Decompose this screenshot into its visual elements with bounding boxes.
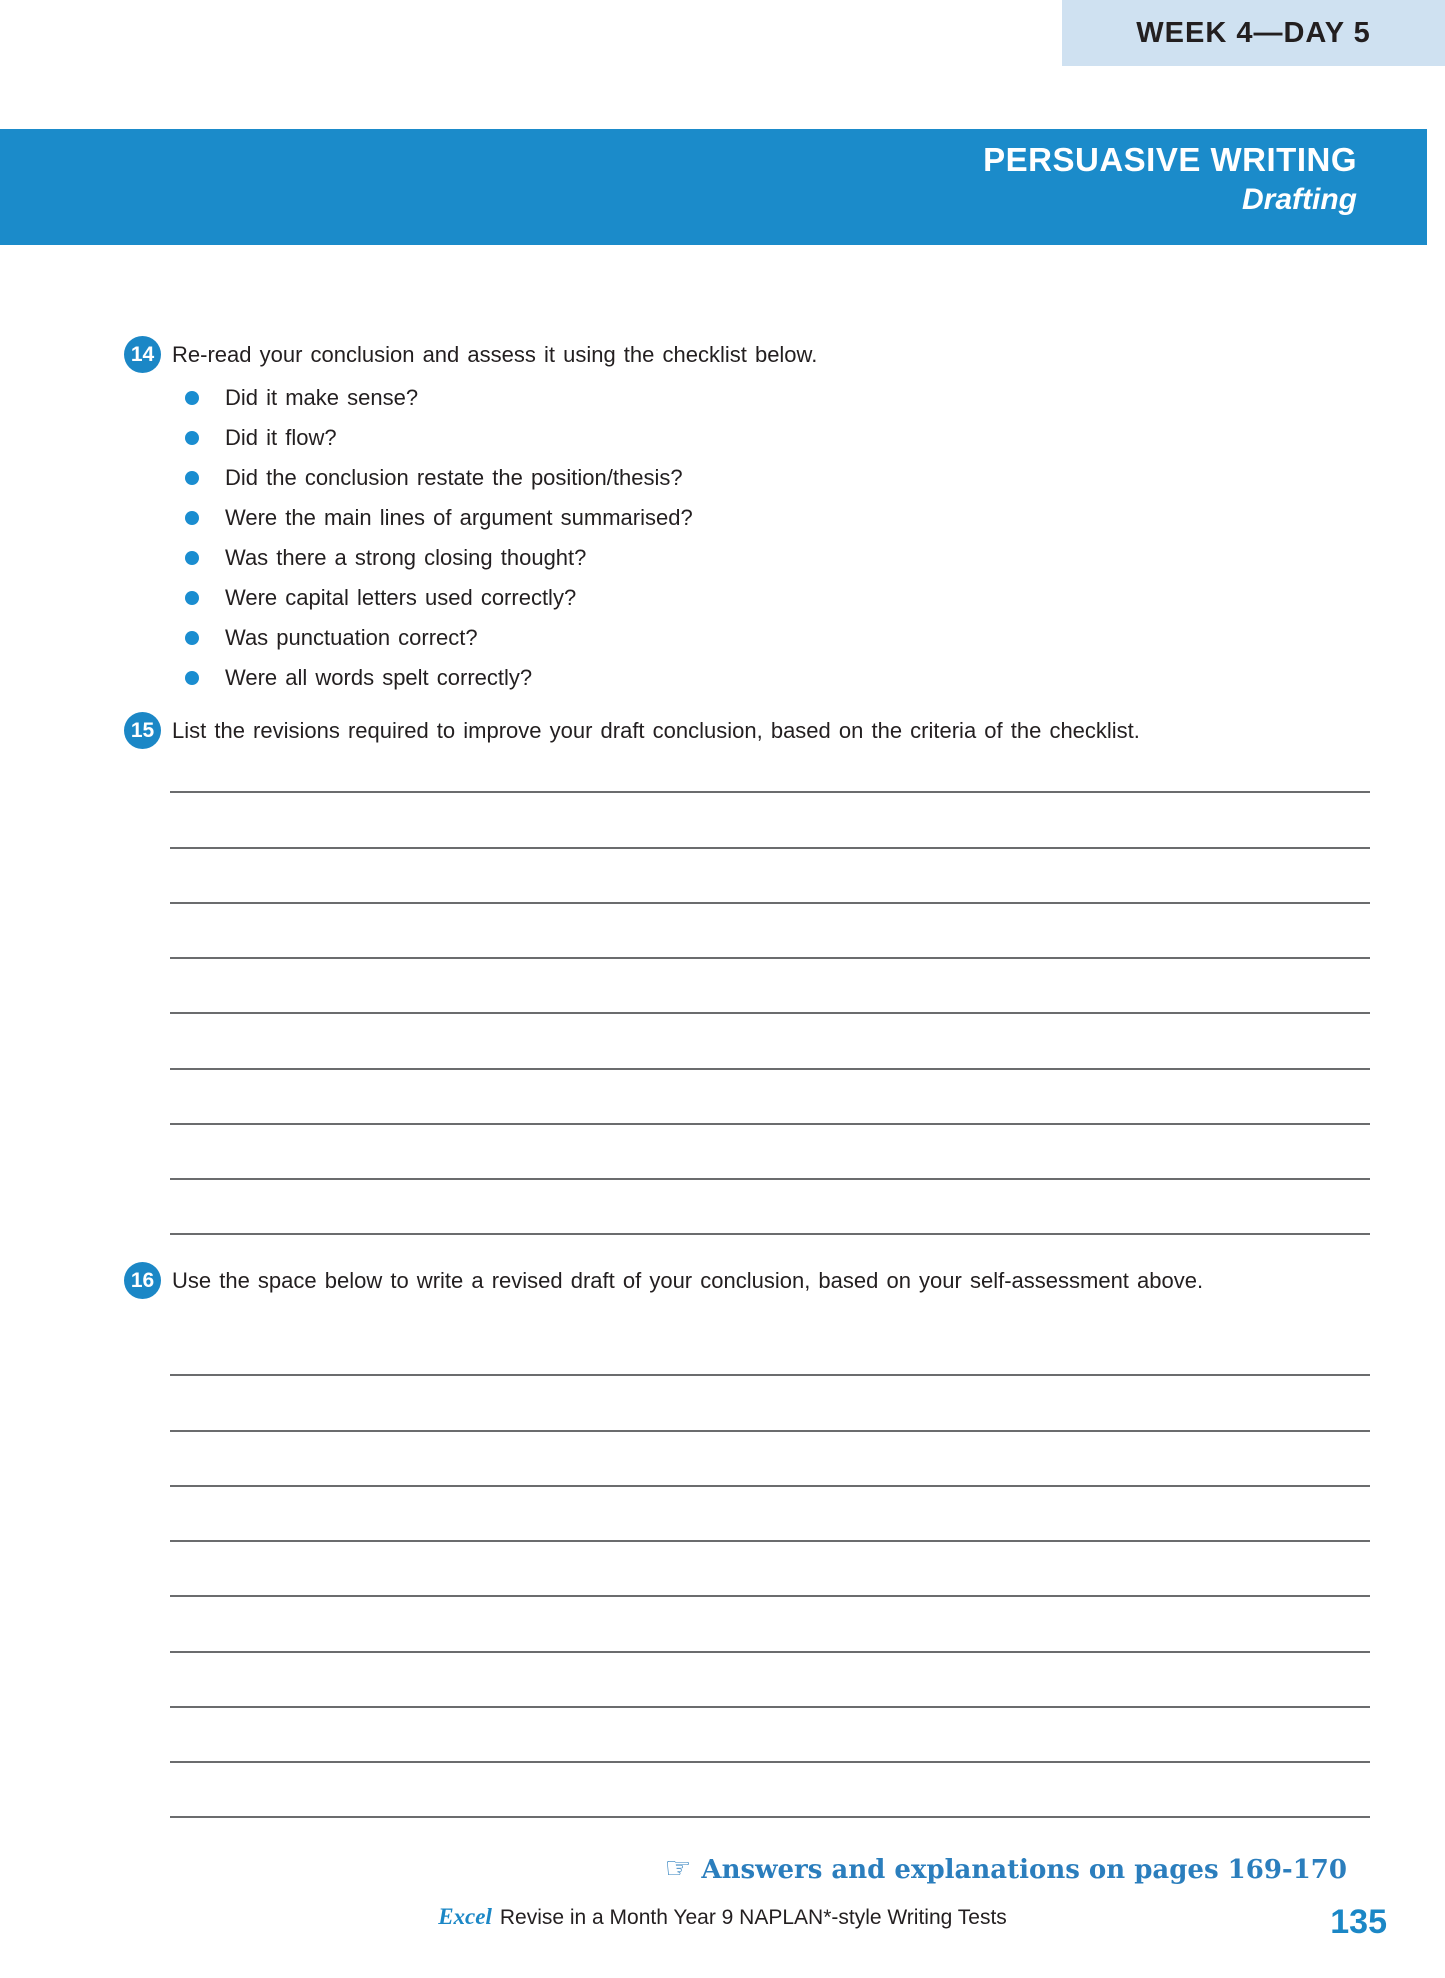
bullet-icon xyxy=(185,431,199,445)
answer-line xyxy=(170,1763,1370,1818)
checklist-item-label: Did the conclusion restate the position/thesis? xyxy=(225,465,683,490)
answer-line xyxy=(170,959,1370,1014)
answers-reference xyxy=(664,1851,1347,1886)
answer-lines-q16 xyxy=(170,1321,1370,1818)
week-day-label: WEEK 4—DAY 5 xyxy=(1136,16,1371,49)
question-16-text: Use the space below to write a revised draft of your conclusion, based on your self-assessment above. xyxy=(172,1268,1204,1293)
question-15-badge xyxy=(124,712,161,749)
question-15-text: List the revisions required to improve your draft conclusion, based on the criteria of the checklist. xyxy=(172,718,1140,743)
answer-line xyxy=(170,1321,1370,1376)
checklist-item-label: Did it flow? xyxy=(225,425,337,450)
answer-line xyxy=(170,1432,1370,1487)
checklist-item xyxy=(172,378,693,418)
answer-line xyxy=(170,793,1370,848)
bullet-icon xyxy=(185,631,199,645)
page-number: 135 xyxy=(1330,1903,1387,1941)
checklist-item xyxy=(172,538,693,578)
section-banner xyxy=(0,129,1427,245)
section-subtitle: Drafting xyxy=(1242,183,1357,216)
answer-line xyxy=(170,1708,1370,1763)
section-title: PERSUASIVE WRITING xyxy=(983,141,1357,178)
brand-logo: Excel xyxy=(438,1904,492,1929)
checklist-item xyxy=(172,418,693,458)
answer-line xyxy=(170,738,1370,793)
answer-line xyxy=(170,1014,1370,1069)
answer-line xyxy=(170,1487,1370,1542)
checklist-item xyxy=(172,498,693,538)
answer-line xyxy=(170,904,1370,959)
answer-line xyxy=(170,1653,1370,1708)
checklist-item xyxy=(172,578,693,618)
answer-line xyxy=(170,1597,1370,1652)
footer xyxy=(0,1904,1445,1930)
question-16-number: 16 xyxy=(130,1268,155,1292)
bullet-icon xyxy=(185,671,199,685)
question-16-badge xyxy=(124,1262,161,1299)
checklist-item-label: Did it make sense? xyxy=(225,385,419,410)
question-14-badge xyxy=(124,336,161,373)
checklist xyxy=(172,378,693,698)
answer-line xyxy=(170,1125,1370,1180)
checklist-item xyxy=(172,458,693,498)
bullet-icon xyxy=(185,471,199,485)
bullet-icon xyxy=(185,591,199,605)
week-day-tab xyxy=(1062,0,1445,66)
checklist-item-label: Was there a strong closing thought? xyxy=(225,545,587,570)
answer-line xyxy=(170,1180,1370,1235)
checklist-item-label: Were all words spelt correctly? xyxy=(225,665,533,690)
checklist-item-label: Were capital letters used correctly? xyxy=(225,585,577,610)
answers-reference-text: Answers and explanations on pages 169-170 xyxy=(701,1855,1347,1885)
answer-lines-q15 xyxy=(170,738,1370,1235)
checklist-item xyxy=(172,618,693,658)
bullet-icon xyxy=(185,391,199,405)
answer-line xyxy=(170,1070,1370,1125)
answer-line xyxy=(170,1376,1370,1431)
answer-line xyxy=(170,1542,1370,1597)
question-14-text: Re-read your conclusion and assess it using the checklist below. xyxy=(172,342,818,367)
pointing-hand-icon: ☞ xyxy=(664,1851,692,1886)
checklist-item-label: Were the main lines of argument summarised? xyxy=(225,505,693,530)
checklist-item xyxy=(172,658,693,698)
checklist-item-label: Was punctuation correct? xyxy=(225,625,478,650)
bullet-icon xyxy=(185,551,199,565)
question-14-number: 14 xyxy=(130,342,155,366)
footer-title: Revise in a Month Year 9 NAPLAN*-style Writing Tests xyxy=(499,1906,1007,1929)
bullet-icon xyxy=(185,511,199,525)
answer-line xyxy=(170,849,1370,904)
question-15-number: 15 xyxy=(130,718,155,742)
